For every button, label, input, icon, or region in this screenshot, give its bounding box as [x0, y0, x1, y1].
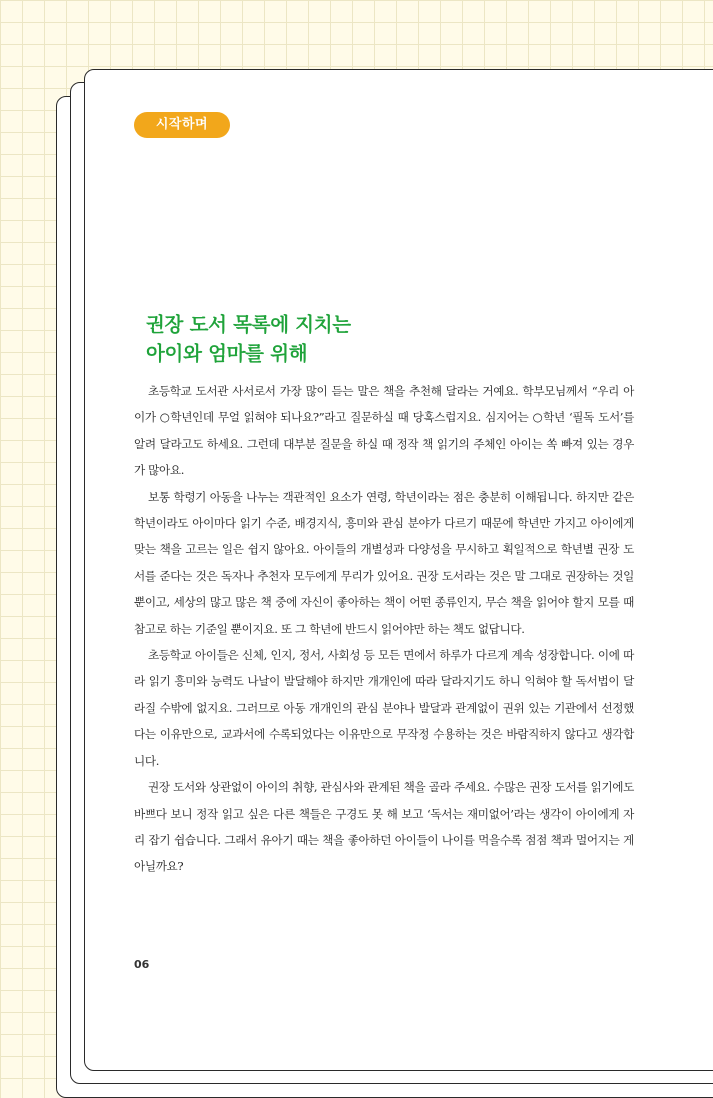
- section-badge: 시작하며: [134, 112, 230, 138]
- chapter-title-line-2: 아이와 엄마를 위해: [146, 342, 308, 365]
- paragraph: 권장 도서와 상관없이 아이의 취향, 관심사와 관계된 책을 골라 주세요. 수많은 권장 도서를 읽기에도 바쁘다 보니 정작 읽고 싶은 다른 책들은 구경도 못 해 보고 ‘독서는 재미없어’라는 생각이 아이에게 자리 잡기 쉽습니다. 그래서 유아기 때는 책을 좋아하던 아이들이 나이를 먹을수록 점점 책과 멀어지는 게 아닐까요?: [134, 780, 634, 874]
- chapter-title: [146, 310, 351, 368]
- paragraph: 초등학교 아이들은 신체, 인지, 정서, 사회성 등 모든 면에서 하루가 다르게 계속 성장합니다. 이에 따라 읽기 흥미와 능력도 나날이 발달해야 하지만 개개인에 따라 달라지기도 하니 익혀야 할 독서법이 달라질 수밖에 없지요. 그러므로 아동 개개인의 관심 분야나 발달과 관계없이 권위 있는 기관에서 선정했다는 이유만으로, 교과서에 수록되었다는 이유만으로 무작정 수용하는 것은 바람직하지 않다고 생각합니다.: [134, 648, 634, 768]
- paragraph: 초등학교 도서관 사서로서 가장 많이 듣는 말은 책을 추천해 달라는 거예요. 학부모님께서 “우리 아이가 ○학년인데 무얼 읽혀야 되나요?”라고 질문하실 때 당혹스럽지요. 심지어는 ○학년 ‘필독 도서’를 알려 달라고도 하세요. 그런데 대부분 질문을 하실 때 정작 책 읽기의 주체인 아이는 쏙 빠져 있는 경우가 많아요.: [134, 384, 634, 478]
- body-text: [134, 378, 634, 880]
- chapter-title-line-1: 권장 도서 목록에 지치는: [146, 313, 351, 336]
- paragraph: 보통 학령기 아동을 나누는 객관적인 요소가 연령, 학년이라는 점은 충분히 이해됩니다. 하지만 같은 학년이라도 아이마다 읽기 수준, 배경지식, 흥미와 관심 분야가 다르기 때문에 학년만 가지고 아이에게 맞는 책을 고르는 일은 쉽지 않아요. 아이들의 개별성과 다양성을 무시하고 획일적으로 학년별 권장 도서를 준다는 것은 독자나 추천자 모두에게 무리가 있어요. 권장 도서라는 것은 말 그대로 권장하는 것일 뿐이고, 세상의 많고 많은 책 중에 자신이 좋아하는 책이 어떤 종류인지, 무슨 책을 읽어야 할지 모를 때 참고로 하는 기준일 뿐이지요. 또 그 학년에 반드시 읽어야만 하는 책도 없답니다.: [134, 489, 634, 636]
- page-number: 06: [134, 958, 150, 971]
